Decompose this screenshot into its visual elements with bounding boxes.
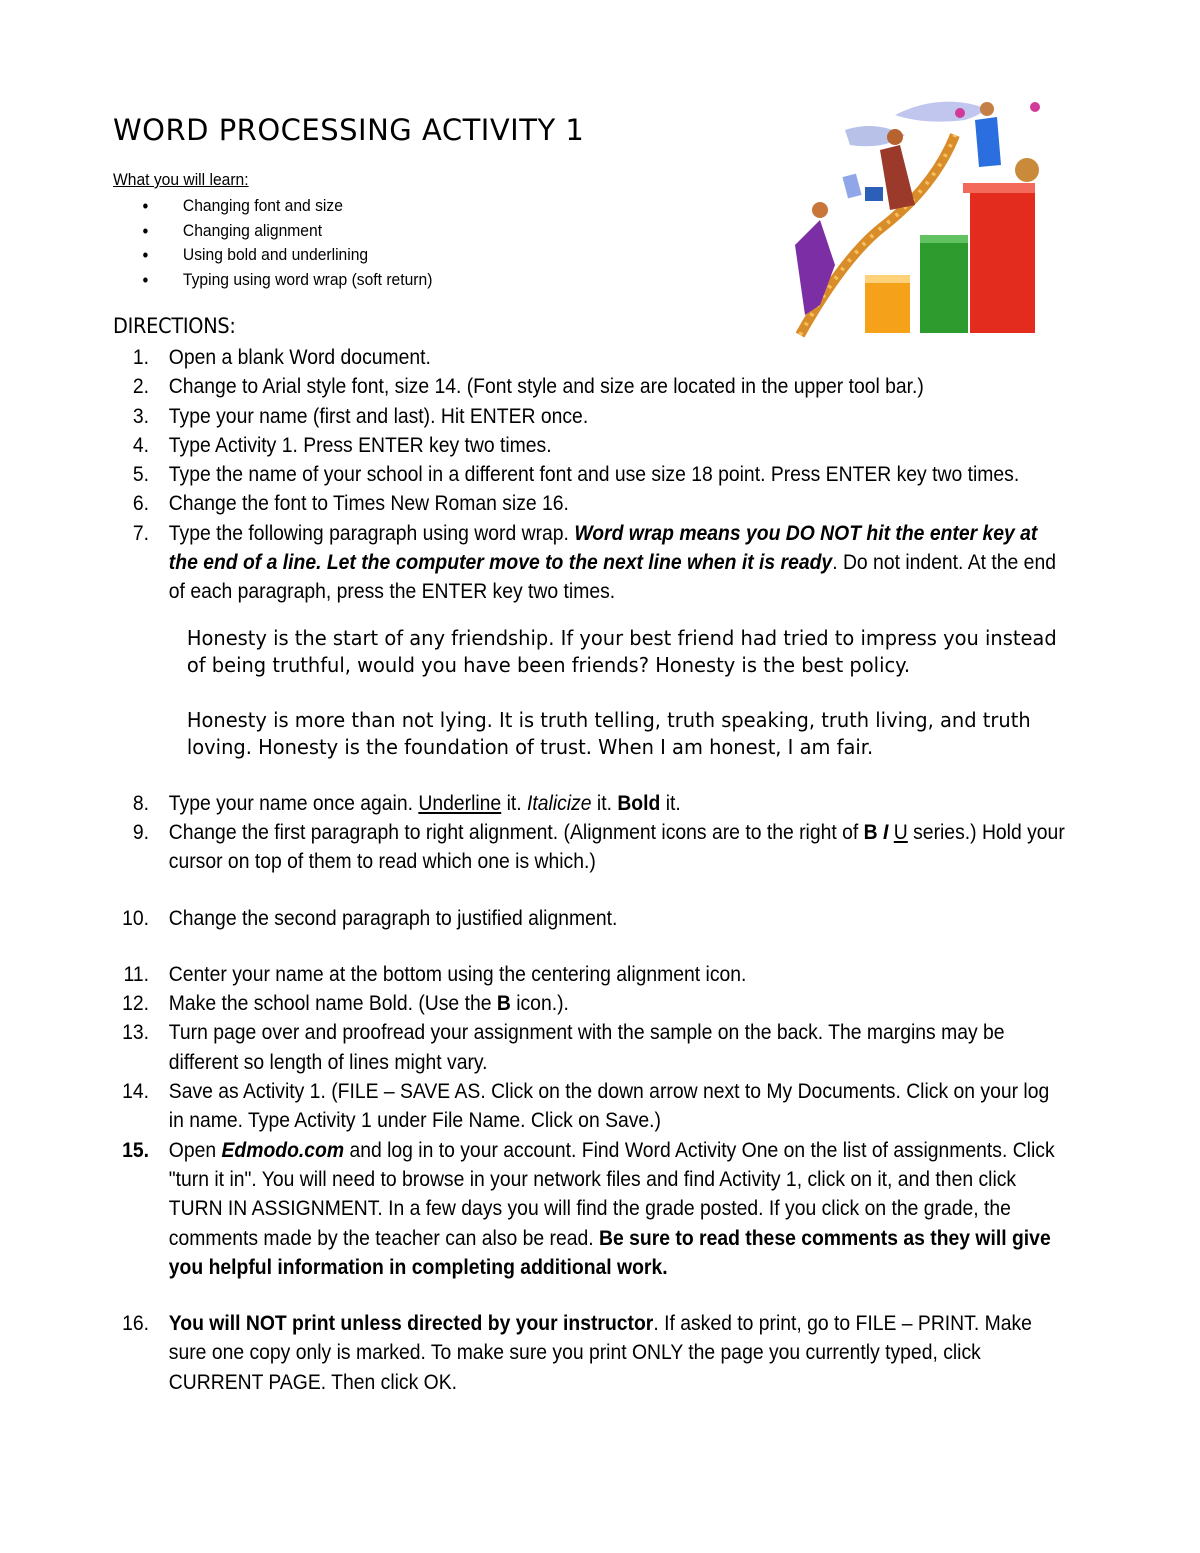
step-underline: Underline	[418, 790, 502, 815]
step-text: Type your name once again.	[168, 790, 419, 815]
step-bold: You will NOT print unless directed by your instructor	[168, 1311, 654, 1336]
step-text: and log in to your account. Find Word Activity One on the list of assignments. Click "turn it in". You will need to browse in your network files and find Activity 1, click on it, and then click TURN IN ASSIGNMENT. In a few days you will find the grade posted. If you click on the grade, the comments made by the teacher can also be read.	[168, 1137, 1055, 1250]
list-item	[113, 402, 1067, 431]
step-text: . If asked to print, go to FILE – PRINT. Make sure one copy only is marked. To make sure you print ONLY the page you currently typed, click CURRENT PAGE. Then click OK.	[168, 1311, 1032, 1394]
step-text: Type your name (first and last). Hit ENTER once.	[168, 403, 589, 428]
step-bold: B	[863, 819, 878, 844]
step-text: Center your name at the bottom using the centering alignment icon.	[168, 961, 747, 986]
clipart-illustration	[765, 95, 1045, 345]
step-number: 12.	[122, 991, 149, 1016]
step-italic: I	[883, 819, 889, 844]
spacer	[113, 877, 1067, 904]
step-number: 10.	[122, 905, 149, 930]
step-bold: Be sure to read these comments as they will give you helpful information in completing additional work.	[168, 1225, 1051, 1279]
list-item: • Changing font and size	[113, 194, 432, 219]
list-item	[113, 1077, 1067, 1136]
step-text: icon.).	[510, 991, 569, 1016]
step-bold: B	[496, 991, 511, 1016]
sample-paragraph-1: Honesty is the start of any friendship. If your best friend had tried to impress you instead of being truthful, would you have been friends? Honesty is the best policy.	[186, 625, 1057, 678]
step-text: series.) Hold your cursor on top of them to read which one is which.)	[168, 819, 1065, 874]
list-item: • Changing alignment	[113, 219, 432, 244]
list-item	[113, 519, 1067, 607]
list-item	[113, 1018, 1067, 1077]
step-bold: Bold	[617, 790, 661, 815]
step-text: Open	[168, 1137, 222, 1162]
step-number: 5.	[132, 462, 149, 487]
step-emphasis: Edmodo.com	[221, 1137, 345, 1162]
sample-paragraph-2: Honesty is more than not lying. It is truth telling, truth speaking, truth living, and truth loving. Honesty is the foundation of trust. When I am honest, I am fair.	[186, 707, 1031, 760]
list-item	[113, 372, 1067, 401]
objectives-list	[113, 194, 432, 292]
step-emphasis: Word wrap means you DO NOT hit the enter key at the end of a line. Let the computer move to the next line when it is ready	[168, 520, 1038, 575]
step-number: 16.	[122, 1311, 149, 1336]
list-item	[113, 989, 1067, 1018]
step-number: 4.	[132, 432, 149, 457]
step-text: Change the second paragraph to justified alignment.	[168, 905, 618, 930]
list-item	[113, 818, 1067, 877]
step-number: 3.	[132, 403, 149, 428]
list-item	[113, 489, 1067, 518]
step-number: 8.	[132, 790, 149, 815]
list-item: • Using bold and underlining	[113, 243, 432, 268]
list-item	[113, 1309, 1067, 1397]
step-text: it.	[660, 790, 681, 815]
page-title: WORD PROCESSING ACTIVITY 1	[113, 113, 585, 147]
list-item	[113, 789, 1067, 818]
list-item	[113, 960, 1067, 989]
step-text: it.	[591, 790, 618, 815]
step-number: 1.	[132, 345, 149, 369]
list-item	[113, 1136, 1067, 1282]
learn-label: What you will learn:	[113, 170, 249, 189]
step-number: 6.	[132, 491, 149, 516]
list-item: • Typing using word wrap (soft return)	[113, 268, 432, 293]
list-item	[113, 904, 1067, 933]
step-text: Make the school name Bold. (Use the	[168, 991, 497, 1016]
step-italic: Italicize	[527, 790, 592, 815]
step-text: . Do not indent. At the end of each paragraph, press the ENTER key two times.	[168, 550, 1056, 604]
learning-objectives	[113, 170, 432, 292]
step-number: 11.	[123, 961, 149, 986]
step-text: Save as Activity 1. (FILE – SAVE AS. Click on the down arrow next to My Documents. Click on your log in name. Type Activity 1 under File Name. Click on Save.)	[168, 1079, 1050, 1133]
directions-heading: DIRECTIONS:	[113, 314, 236, 338]
list-item	[113, 431, 1067, 460]
step-underline: U	[893, 819, 908, 844]
step-number: 7.	[132, 520, 149, 545]
step-text: Type the name of your school in a different font and use size 18 point. Press ENTER key two times.	[168, 462, 1020, 487]
step-text: it.	[501, 790, 527, 815]
step-text: Type Activity 1. Press ENTER key two times.	[168, 432, 552, 457]
directions-list	[113, 343, 1067, 1397]
list-item	[113, 343, 1067, 372]
step-number: 14.	[122, 1079, 149, 1104]
step-text: Type the following paragraph using word wrap.	[168, 520, 575, 545]
step-number: 2.	[132, 374, 149, 399]
step-number: 13.	[122, 1020, 149, 1045]
step-text: Open a blank Word document.	[168, 345, 431, 369]
step-text: Change to Arial style font, size 14. (Font style and size are located in the upper tool bar.)	[168, 374, 924, 399]
sample-paragraphs	[113, 625, 1062, 762]
step-text: Turn page over and proofread your assignment with the sample on the back. The margins may be different so length of lines might vary.	[168, 1020, 1005, 1074]
spacer	[113, 933, 1067, 960]
list-item	[113, 460, 1067, 489]
step-number: 9.	[132, 819, 149, 844]
step-number: 15.	[122, 1137, 149, 1162]
step-text: Change the first paragraph to right alignment. (Alignment icons are to the right of	[168, 819, 864, 844]
step-text: Change the font to Times New Roman size 16.	[168, 491, 569, 516]
spacer	[113, 1282, 1067, 1309]
